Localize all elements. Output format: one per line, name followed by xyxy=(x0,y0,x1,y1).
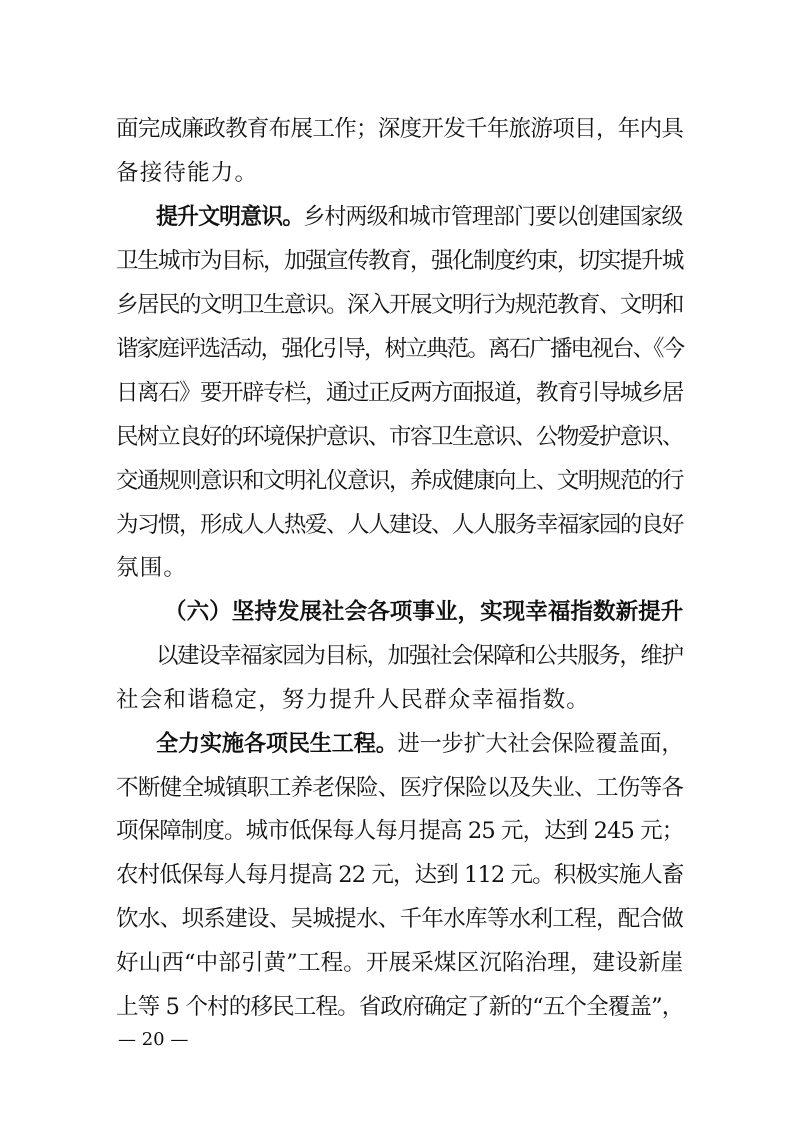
paragraph-line: 项保障制度。城市低保每人每月提高 25 元，达到 245 元； xyxy=(116,818,684,844)
paragraph-lead-heading: 提升文明意识。 xyxy=(156,204,304,230)
paragraph-text: 乡村两级和城市管理部门要以创建国家级 xyxy=(303,204,683,230)
paragraph-line: 上等 5 个村的移民工程。省政府确定了新的“五个全覆盖”， xyxy=(116,994,684,1020)
paragraph-line xyxy=(156,729,683,759)
paragraph-line: 社会和谐稳定，努力提升人民群众幸福指数。 xyxy=(116,687,591,713)
paragraph-line: 民树立良好的环境保护意识、市容卫生意识、公物爱护意识、 xyxy=(116,424,683,450)
paragraph-line: 农村低保每人每月提高 22 元，达到 112 元。积极实施人畜 xyxy=(116,862,684,888)
paragraph-line xyxy=(156,202,683,232)
paragraph-line: 谐家庭评选活动，强化引导，树立典范。离石广播电视台、《今 xyxy=(116,336,684,362)
paragraph-lead-heading: 全力实施各项民生工程。 xyxy=(156,731,398,757)
paragraph-text: 进一步扩大社会保险覆盖面， xyxy=(397,731,684,757)
paragraph-line: 以建设幸福家园为目标，加强社会保障和公共服务，维护 xyxy=(156,643,683,669)
paragraph-line: 面完成廉政教育布展工作；深度开发千年旅游项目，年内具 xyxy=(116,116,684,142)
paragraph-line: 不断健全城镇职工养老保险、医疗保险以及失业、工伤等各 xyxy=(116,775,684,801)
page-number: — 20 — xyxy=(118,1029,189,1050)
paragraph-line: 氛围。 xyxy=(116,555,188,581)
paragraph-line: 交通规则意识和文明礼仪意识，养成健康向上、文明规范的行 xyxy=(116,468,683,494)
section-heading: （六）坚持发展社会各项事业，实现幸福指数新提升 xyxy=(164,599,684,625)
paragraph-line: 饮水、坝系建设、吴城提水、千年水库等水利工程，配合做 xyxy=(116,906,684,932)
paragraph-line: 好山西“中部引黄”工程。开展采煤区沉陷治理，建设新崖 xyxy=(116,950,684,976)
paragraph-line: 为习惯，形成人人热爱、人人建设、人人服务幸福家园的良好 xyxy=(116,512,683,538)
paragraph-line: 乡居民的文明卫生意识。深入开展文明行为规范教育、文明和 xyxy=(116,292,683,318)
paragraph-line: 日离石》要开辟专栏，通过正反两方面报道，教育引导城乡居 xyxy=(116,380,683,406)
paragraph-line: 备接待能力。 xyxy=(116,160,259,186)
paragraph-line: 卫生城市为目标，加强宣传教育，强化制度约束，切实提升城 xyxy=(116,248,683,274)
